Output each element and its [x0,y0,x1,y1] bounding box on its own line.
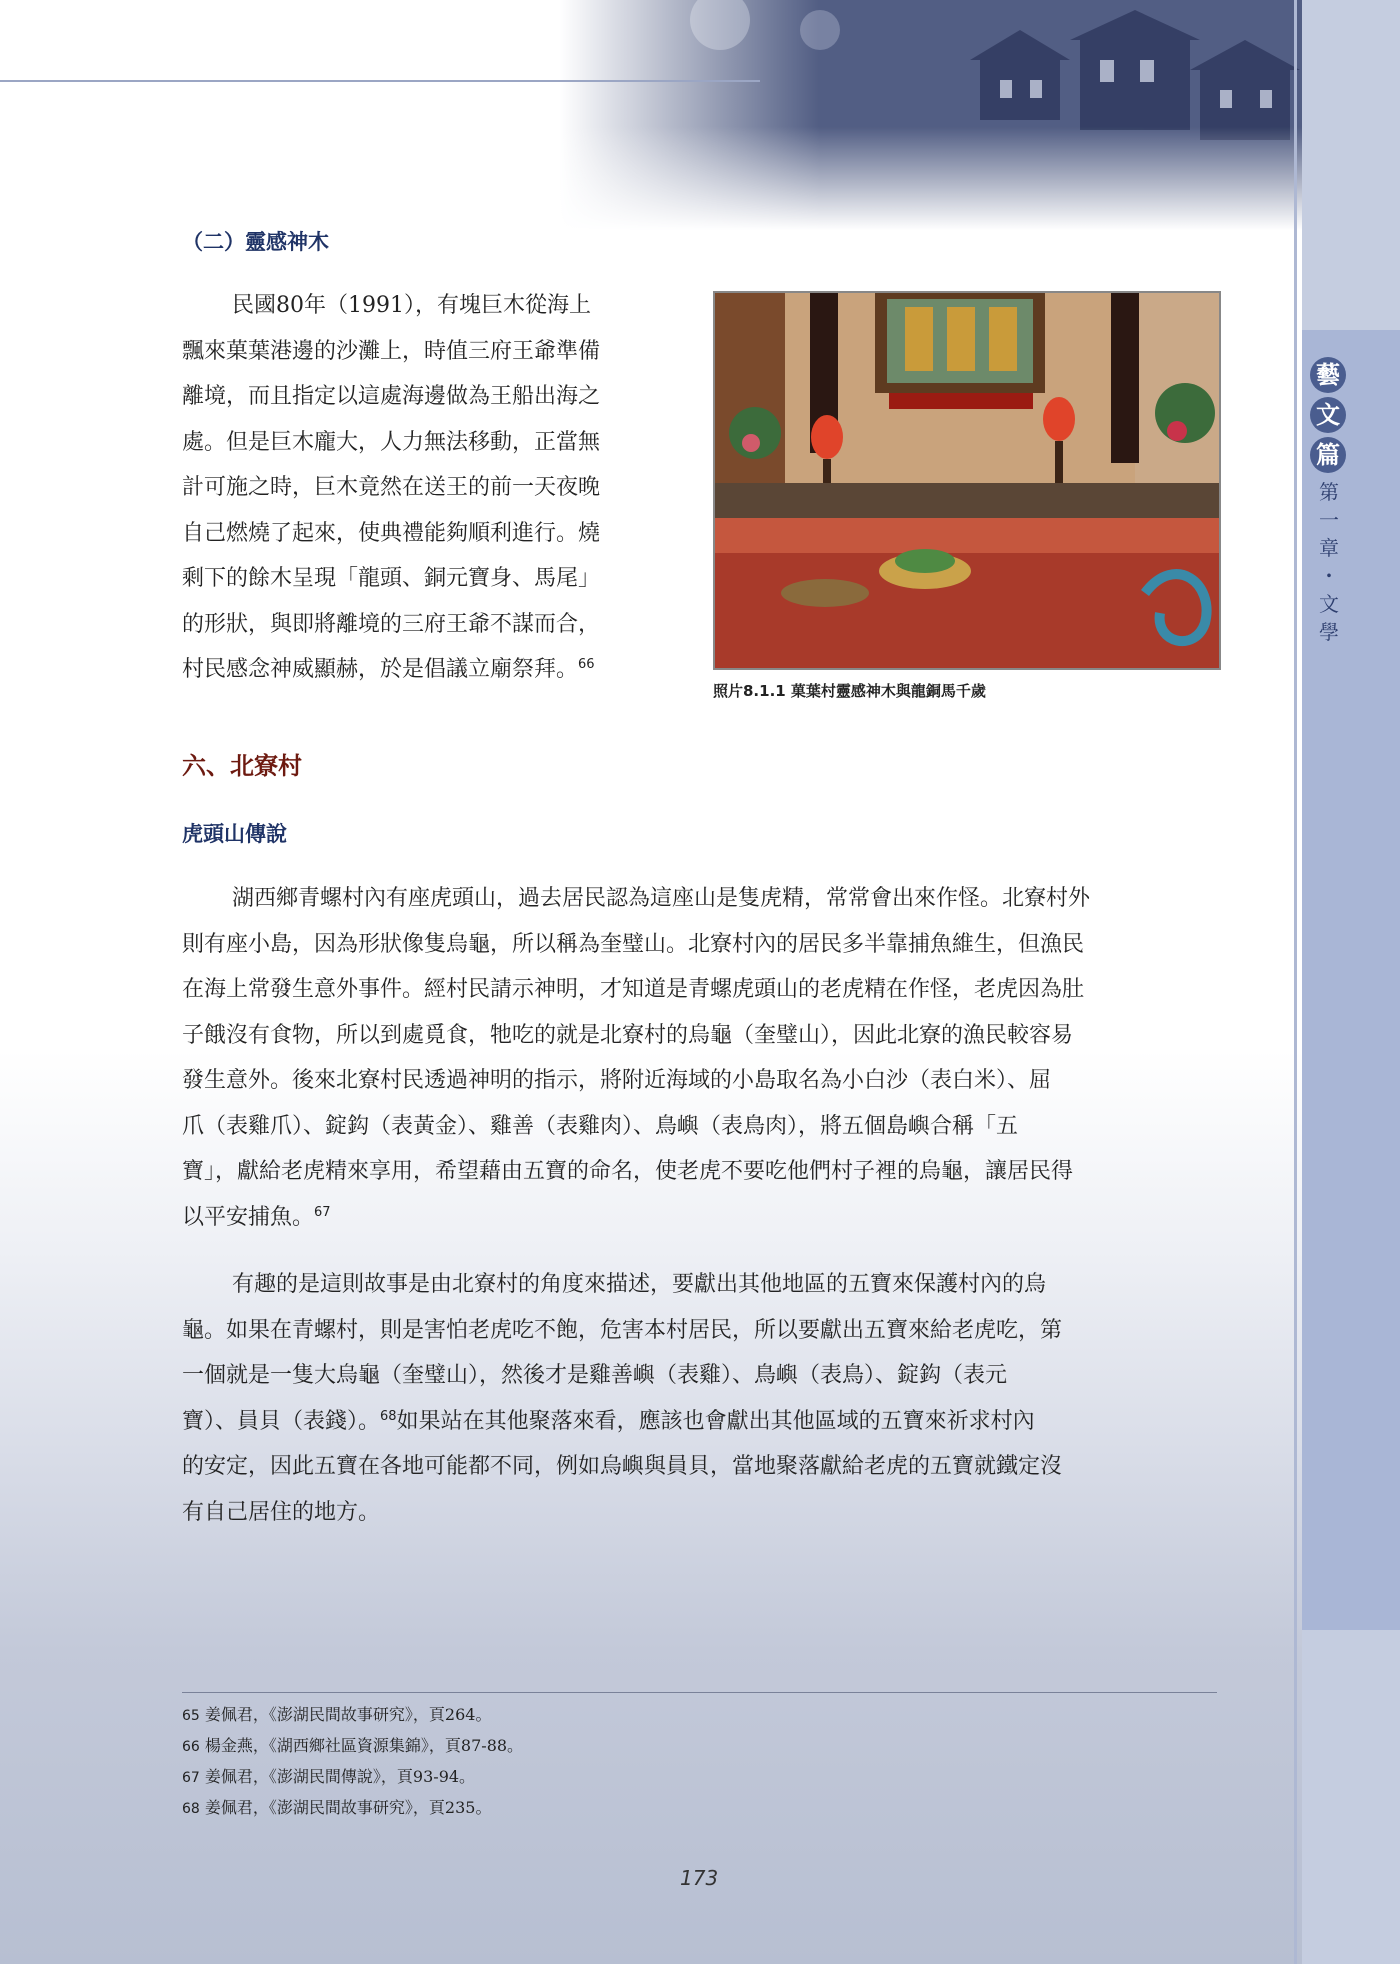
text-line: 處。但是巨木龐大，人力無法移動，正當無 [182,429,601,455]
text-line: 一個就是一隻大烏龜（奎璧山），然後才是雞善嶼（表雞）、鳥嶼（表鳥）、錠鈎（表元 [182,1363,1008,1388]
footnote-text: 姜佩君，《澎湖民間故事研究》，頁264。 [204,1705,492,1724]
text-line: 民國80年（1991），有塊巨木從海上 [232,293,591,318]
text-line: 則有座小島，因為形狀像隻烏龜，所以稱為奎璧山。北寮村內的居民多半靠捕魚維生，但漁民 [182,931,1085,957]
text-line [182,647,680,693]
footnote-number: 65 [182,1708,200,1724]
footnote-item [182,1700,523,1731]
vertical-char: 章 [1319,536,1339,560]
altar-photo [713,291,1221,670]
footnote-ref[interactable]: 68 [380,1408,397,1424]
vertical-char: 文 [1319,592,1339,616]
chapter-side-tab [1302,0,1400,1964]
section-heading-beiliao: 六、北寮村 [182,752,302,780]
tab-circle-char: 藝 [1310,357,1346,393]
text-line: 有自己居住的地方。 [182,1499,381,1525]
vertical-char: 學 [1319,620,1339,644]
chapter-vertical-label [1312,478,1346,646]
tab-circle-char: 文 [1310,397,1346,433]
text-line: 計可施之時，巨木竟然在送王的前一天夜晚 [182,475,601,500]
sacred-tree-paragraph [182,283,680,693]
text-line: 自己燃燒了起來，使典禮能夠順利進行。燒 [182,520,601,546]
vertical-char: 第 [1319,480,1339,504]
footnote-number: 67 [182,1770,200,1786]
tiger-legend-paragraph [182,876,1217,1240]
text-line: 飄來菓葉港邊的沙灘上，時值三府王爺準備 [182,338,601,364]
text-line: 寶」，獻給老虎精來享用，希望藉由五寶的命名，使老虎不要吃他們村子裡的烏龜，讓居民得 [182,1159,1074,1184]
header-rule [0,80,760,82]
text-line: 有趣的是這則故事是由北寮村的角度來描述，要獻出其他地區的五寶來保護村內的烏 [232,1272,1047,1297]
text-line: 湖西鄉青螺村內有座虎頭山，過去居民認為這座山是隻虎精，常常會出來作怪。北寮村外 [232,886,1091,911]
text-line: 在海上常發生意外事件。經村民請示神明，才知道是青螺虎頭山的老虎精在作怪，老虎因為肚 [182,977,1085,1002]
text-line: 子餓沒有食物，所以到處覓食，牠吃的就是北寮村的烏龜（奎璧山），因此北寮的漁民較容易 [182,1022,1074,1048]
photo-caption: 照片8.1.1 菓葉村靈感神木與龍銅馬千歲 [713,682,986,700]
text-line-content: 如果站在其他聚落來看，應該也會獻出其他區域的五寶來祈求村內 [396,1408,1035,1434]
footnote-item [182,1762,523,1793]
tab-circle-char: 篇 [1310,437,1346,473]
footnote-ref[interactable]: 67 [314,1204,331,1220]
section-heading-sacred-tree: （二）靈感神木 [182,230,329,254]
footnote-rule [182,1692,1217,1693]
text-line: 離境，而且指定以這處海邊做為王船出海之 [182,384,601,409]
text-line: 剩下的餘木呈現「龍頭、銅元寶身、馬尾」 [182,566,601,591]
side-tab-edge-line [1294,0,1297,1964]
footnotes [182,1700,523,1824]
vertical-char: ・ [1319,564,1339,588]
text-line: 的形狀，與即將離境的三府王爺不謀而合， [182,611,601,637]
footnote-number: 68 [182,1801,200,1817]
footnote-item [182,1731,523,1762]
text-line-content: 以平安捕魚。 [182,1204,315,1230]
five-treasures-paragraph [182,1262,1217,1535]
subheading-tiger-head-mountain: 虎頭山傳說 [182,822,287,846]
vertical-char: 一 [1319,508,1339,532]
footnote-number: 66 [182,1739,200,1755]
text-line: 龜。如果在青螺村，則是害怕老虎吃不飽，危害本村居民，所以要獻出五寶來給老虎吃，第 [182,1317,1063,1343]
decorative-engraving-image [560,0,1302,230]
text-line-content: 村民感念神威顯赫，於是倡議立廟祭拜。 [182,657,579,682]
text-line-content: 寶）、員貝（表錢）。 [182,1408,381,1434]
text-line: 的安定，因此五寶在各地可能都不同，例如烏嶼與員貝，當地聚落獻給老虎的五寶就鐵定沒 [182,1454,1063,1479]
footnote-ref[interactable]: 66 [578,657,595,672]
footnote-item [182,1793,523,1824]
text-line: 發生意外。後來北寮村民透過神明的指示，將附近海域的小島取名為小白沙（表白米）、屈 [182,1068,1052,1093]
footnote-text: 楊金燕，《湖西鄉社區資源集錦》，頁87-88。 [204,1736,524,1755]
footnote-text: 姜佩君，《澎湖民間故事研究》，頁235。 [204,1798,492,1817]
text-line: 爪（表雞爪）、錠鈎（表黃金）、雞善（表雞肉）、鳥嶼（表鳥肉），將五個島嶼合稱「五 [182,1113,1019,1139]
page-number: 173 [680,1866,719,1890]
footnote-text: 姜佩君，《澎湖民間傳說》，頁93-94。 [204,1767,476,1786]
text-line [182,1195,1217,1241]
text-line [182,1399,1217,1445]
